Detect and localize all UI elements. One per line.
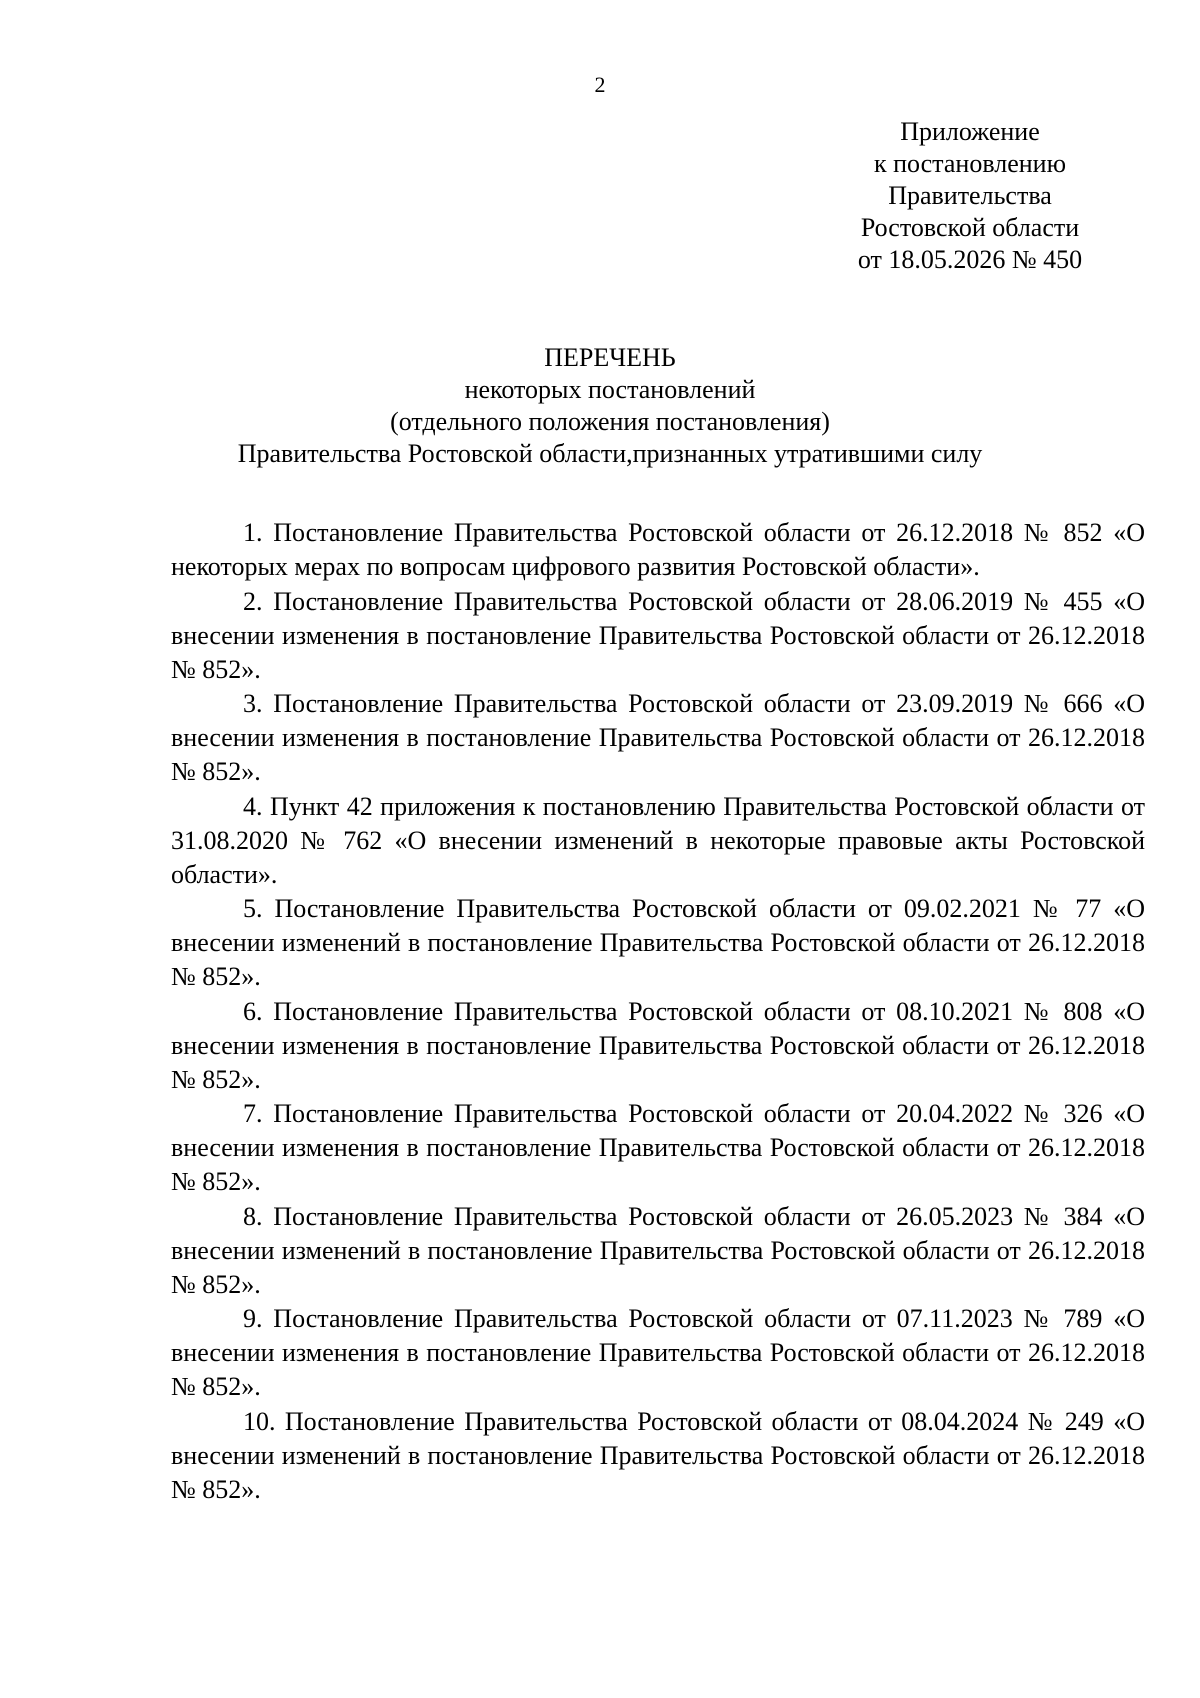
list-item: 5. Постановление Правительства Ростовской области от 09.02.2021 № 77 «О внесении изменений в постановление Правительства Ростовской области от 26.12.2018 № 852». — [171, 894, 1145, 991]
appendix-line-3: Правительства — [888, 181, 1052, 210]
appendix-line-5: от 18.05.2026 № 450 — [857, 245, 1083, 274]
list-item: 3. Постановление Правительства Ростовской области от 23.09.2019 № 666 «О внесении изменения в постановление Правительства Ростовской области от 26.12.2018 № 852». — [171, 689, 1145, 786]
list-item: 2. Постановление Правительства Ростовской области от 28.06.2019 № 455 «О внесении изменения в постановление Правительства Ростовской области от 26.12.2018 № 852». — [171, 586, 1145, 684]
list-item: 10. Постановление Правительства Ростовской области от 08.04.2024 № 249 «О внесении изменений в постановление Правительства Ростовской области от 26.12.2018 № 852». — [171, 1406, 1145, 1504]
list-item: 6. Постановление Правительства Ростовской области от 08.10.2021 № 808 «О внесении изменения в постановление Правительства Ростовской области от 26.12.2018 № 852». — [171, 996, 1145, 1094]
list-item: 4. Пункт 42 приложения к постановлению Правительства Ростовской области от 31.08.2020 № 762 «О внесении изменений в некоторые правовые акты Ростовской области». — [171, 791, 1145, 889]
list-item: 7. Постановление Правительства Ростовской области от 20.04.2022 № 326 «О внесении изменения в постановление Правительства Ростовской области от 26.12.2018 № 852». — [171, 1099, 1145, 1196]
page-number: 2 — [594, 72, 606, 97]
heading-line-3: (отдельного положения постановления) — [390, 407, 830, 436]
list-item: 1. Постановление Правительства Ростовской области от 26.12.2018 № 852 «О некоторых мерах по вопросам цифрового развития Ростовской области». — [171, 518, 1145, 581]
appendix-header — [780, 116, 1160, 276]
heading-title: ПЕРЕЧЕНЬ — [544, 343, 676, 372]
heading-line-2: некоторых постановлений — [464, 375, 756, 404]
document-heading — [170, 342, 1050, 470]
resolutions-list — [171, 516, 1145, 1507]
list-item: 8. Постановление Правительства Ростовской области от 26.05.2023 № 384 «О внесении изменений в постановление Правительства Ростовской области от 26.12.2018 № 852». — [171, 1201, 1145, 1299]
list-item: 9. Постановление Правительства Ростовской области от 07.11.2023 № 789 «О внесении изменения в постановление Правительства Ростовской области от 26.12.2018 № 852». — [171, 1304, 1145, 1401]
appendix-line-4: Ростовской области — [860, 213, 1080, 242]
appendix-line-2: к постановлению — [873, 149, 1067, 178]
appendix-line-1: Приложение — [900, 117, 1040, 146]
heading-line-4: Правительства Ростовской области,признанных утратившими силу — [237, 439, 983, 468]
